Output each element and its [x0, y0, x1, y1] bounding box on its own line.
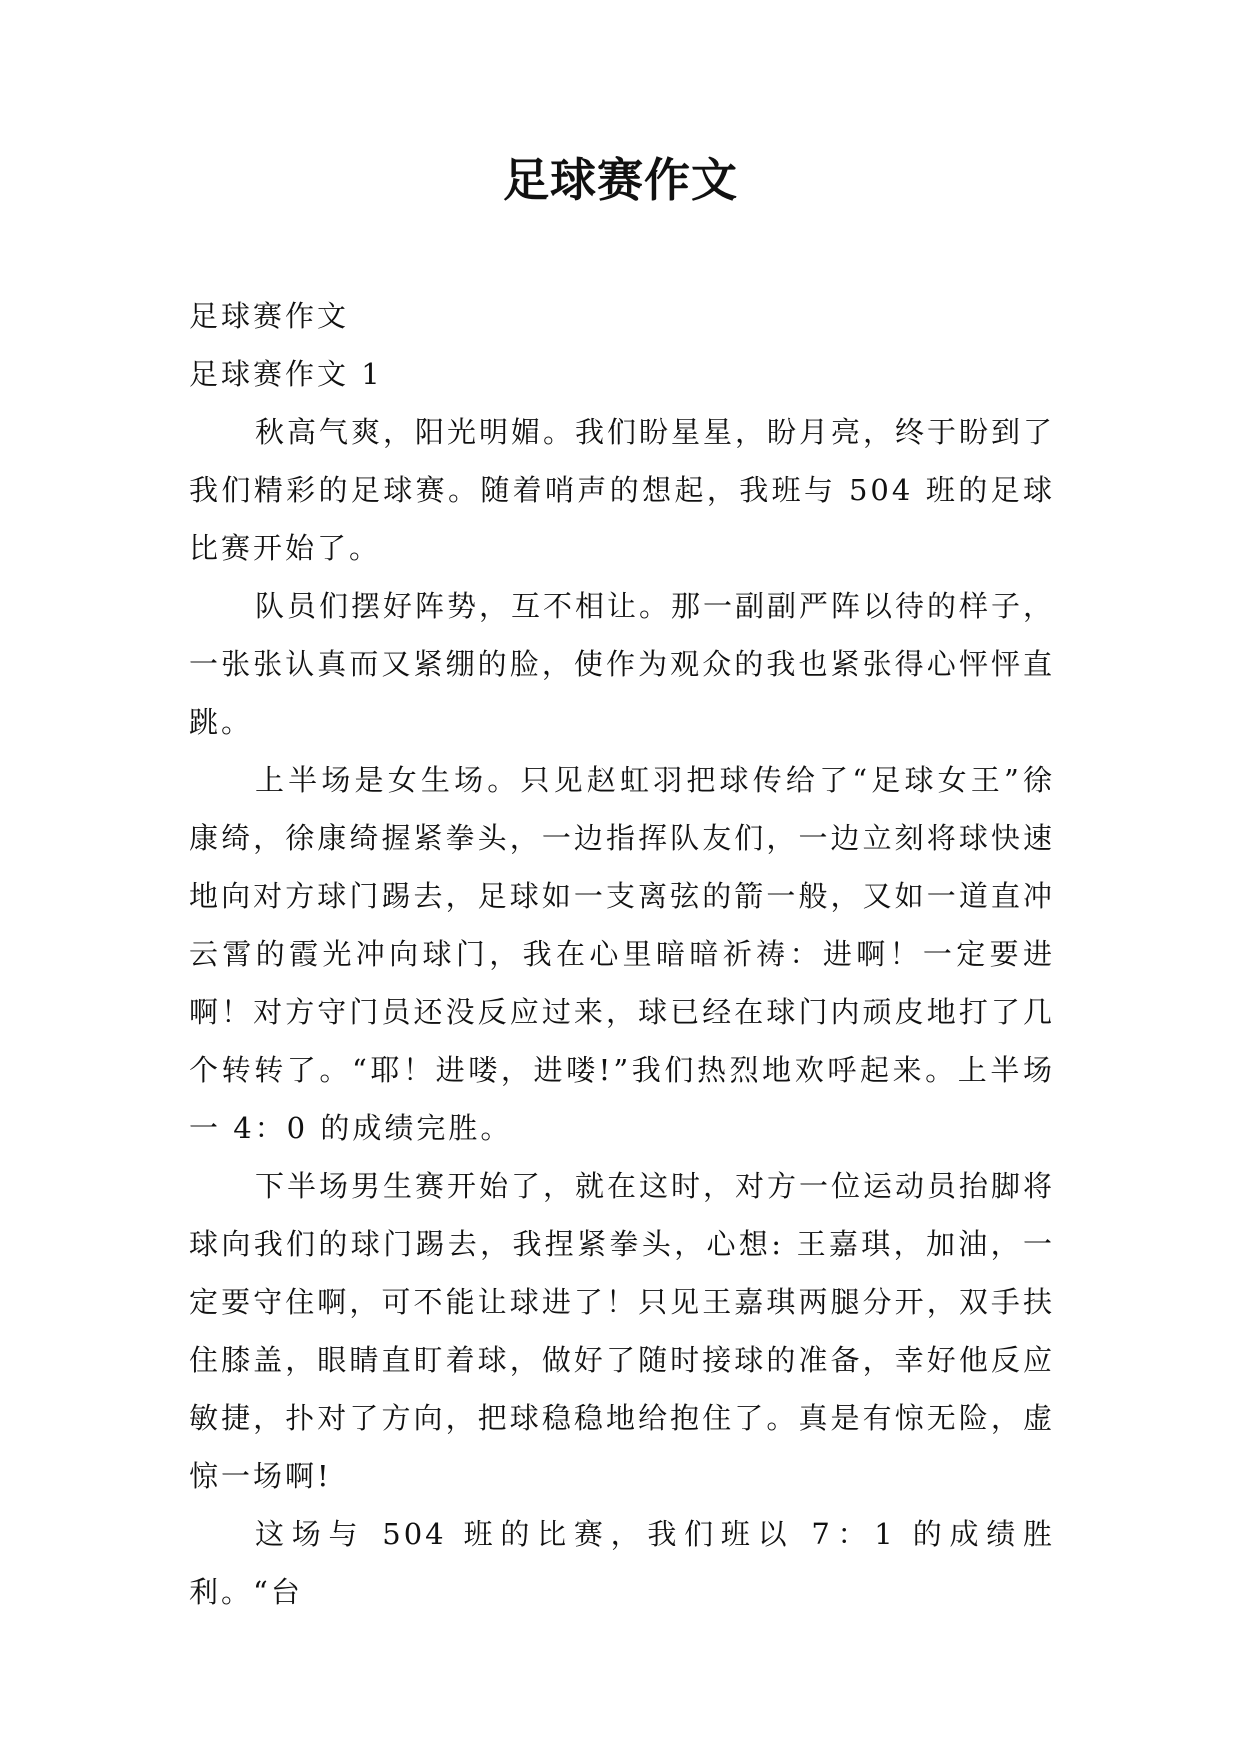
paragraph-4: 下半场男生赛开始了，就在这时，对方一位运动员抬脚将球向我们的球门踢去，我捏紧拳头，心想: 王嘉琪，加油，一定要守住啊，可不能让球进了！只见王嘉琪两腿分开，双手扶住膝盖，眼睛直盯着球，做好了随时接球的准备，幸好他反应敏捷，扑对了方向，把球稳稳地给抱住了。真是有惊无险，虚惊一场啊!	[189, 1169, 1056, 1493]
paragraph-2: 队员们摆好阵势，互不相让。那一副副严阵以待的样子，一张张认真而又紧绷的脸，使作为观众的我也紧张得心怦怦直跳。	[189, 589, 1056, 739]
document-subtitle: 足球赛作文	[189, 299, 350, 333]
paragraph-1: 秋高气爽，阳光明媚。我们盼星星，盼月亮，终于盼到了我们精彩的足球赛。随着哨声的想起，我班与 504 班的足球比赛开始了。	[189, 415, 1056, 565]
paragraph-5: 这场与 504 班的比赛，我们班以 7：1 的成绩胜利。“台	[189, 1517, 1055, 1609]
paragraph-3: 上半场是女生场。只见赵虹羽把球传给了“足球女王”徐康绮，徐康绮握紧拳头，一边指挥队友们，一边立刻将球快速地向对方球门踢去，足球如一支离弦的箭一般，又如一道直冲云霄的霞光冲向球门，我在心里暗暗祈祷：进啊！一定要进啊！对方守门员还没反应过来，球已经在球门内顽皮地打了几个转转了。“耶！进喽，进喽!”我们热烈地欢呼起来。上半场一 4：0 的成绩完胜。	[189, 763, 1055, 1145]
document-body	[189, 287, 1055, 1621]
document-title: 足球赛作文	[503, 153, 738, 207]
section-heading: 足球赛作文 1	[189, 357, 383, 391]
